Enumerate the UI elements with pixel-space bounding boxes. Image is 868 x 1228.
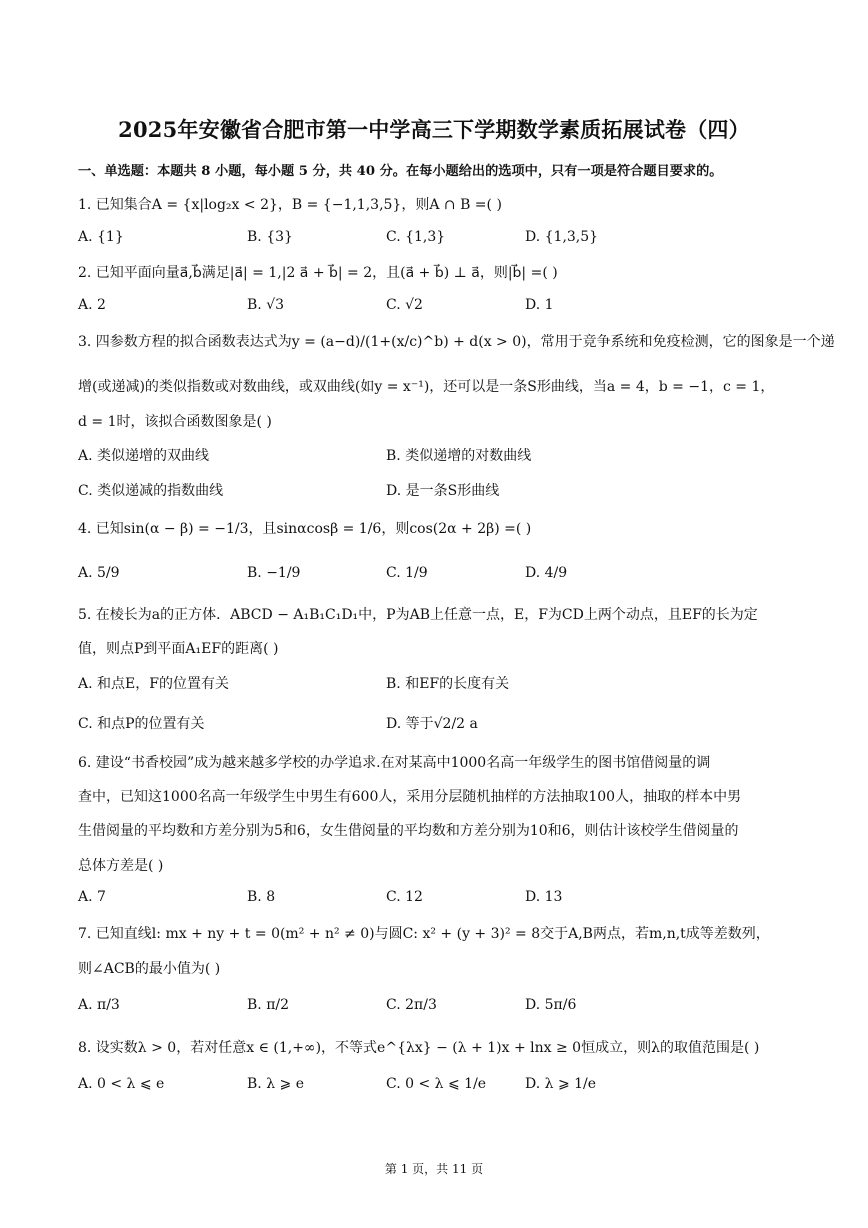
question-3-stem-line3: d = 1时，该拟合函数图象是( ) [78,414,272,430]
q6-option-d: D. 13 [525,889,563,905]
q7-option-a: A. π/3 [78,997,120,1013]
q3-option-d: D. 是一条S形曲线 [386,483,500,499]
question-8-stem: 8. 设实数λ > 0，若对任意x ∈ (1,+∞)，不等式e^{λx} − (λ + 1)x + lnx ≥ 0恒成立，则λ的取值范围是( ) [78,1040,760,1056]
q2-option-a: A. 2 [78,297,106,313]
section-heading: 一、单选题：本题共 8 小题，每小题 5 分，共 40 分。在每小题给出的选项中，只有一项是符合题目要求的。 [78,164,723,179]
q2-option-d: D. 1 [525,297,554,313]
q1-option-a: A. {1} [78,229,124,245]
q3-option-b: B. 类似递增的对数曲线 [386,448,532,464]
question-6-stem-line2: 查中，已知这1000名高一年级学生中男生有600人，采用分层随机抽样的方法抽取100人，抽取的样本中男 [78,789,742,805]
q1-option-c: C. {1,3} [386,229,446,245]
question-4-stem: 4. 已知sin(α − β) = −1/3，且sinαcosβ = 1/6，则cos(2α + 2β) =( ) [78,521,532,537]
question-1-stem: 1. 已知集合A = {x|log₂x < 2}，B = {−1,1,3,5}，则A ∩ B =( ) [78,197,502,213]
question-2-stem: 2. 已知平面向量a⃗,b⃗满足|a⃗| = 1,|2 a⃗ + b⃗| = 2，且(a⃗ + b⃗) ⊥ a⃗，则|b⃗| =( ) [78,265,558,281]
q8-option-b: B. λ ⩾ e [247,1076,304,1092]
q1-option-b: B. {3} [247,229,293,245]
q4-option-c: C. 1/9 [386,565,428,581]
page-title: 2025年安徽省合肥市第一中学高三下学期数学素质拓展试卷（四） [118,117,750,142]
question-3-stem-line1: 3. 四参数方程的拟合函数表达式为y = (a−d)/(1+(x/c)^b) + d(x > 0)，常用于竞争系统和免疫检测，它的图象是一个递 [78,334,835,350]
question-5-stem-line2: 值，则点P到平面A₁EF的距离( ) [78,641,279,657]
q7-option-b: B. π/2 [247,997,290,1013]
q6-option-a: A. 7 [78,889,106,905]
question-6-stem-line4: 总体方差是( ) [78,858,164,874]
question-6-stem-line1: 6. 建设“书香校园”成为越来越多学校的办学追求.在对某高中1000名高一年级学生的图书馆借阅量的调 [78,755,711,771]
q2-option-c: C. √2 [386,297,423,313]
question-7-stem-line1: 7. 已知直线l: mx + ny + t = 0(m² + n² ≠ 0)与圆C: x² + (y + 3)² = 8交于A,B两点，若m,n,t成等差数列， [78,926,770,942]
q8-option-a: A. 0 < λ ⩽ e [78,1076,165,1092]
q3-option-c: C. 类似递减的指数曲线 [78,483,224,499]
q6-option-b: B. 8 [247,889,276,905]
q2-option-b: B. √3 [247,297,285,313]
q5-option-b: B. 和EF的长度有关 [386,676,510,692]
q6-option-c: C. 12 [386,889,423,905]
q5-option-d: D. 等于√2/2 a [386,716,478,732]
question-5-stem-line1: 5. 在棱长为a的正方体．ABCD − A₁B₁C₁D₁中，P为AB上任意一点，E，F为CD上两个动点，且EF的长为定 [78,607,758,623]
q3-option-a: A. 类似递增的双曲线 [78,448,210,464]
q5-option-c: C. 和点P的位置有关 [78,716,205,732]
q5-option-a: A. 和点E，F的位置有关 [78,676,229,692]
question-7-stem-line2: 则∠ACB的最小值为( ) [78,961,221,977]
question-3-stem-line2: 增(或递减)的类似指数或对数曲线，或双曲线(如y = x⁻¹)，还可以是一条S形曲线，当a = 4，b = −1，c = 1， [78,379,775,395]
q4-option-d: D. 4/9 [525,565,568,581]
q4-option-b: B. −1/9 [247,565,301,581]
page-number-footer: 第 1 页，共 11 页 [384,1162,484,1176]
q7-option-c: C. 2π/3 [386,997,437,1013]
question-6-stem-line3: 生借阅量的平均数和方差分别为5和6，女生借阅量的平均数和方差分别为10和6，则估计该校学生借阅量的 [78,823,739,839]
q8-option-c: C. 0 < λ ⩽ 1/e [386,1076,487,1092]
q8-option-d: D. λ ⩾ 1/e [525,1076,597,1092]
q1-option-d: D. {1,3,5} [525,229,599,245]
q4-option-a: A. 5/9 [78,565,120,581]
q7-option-d: D. 5π/6 [525,997,577,1013]
